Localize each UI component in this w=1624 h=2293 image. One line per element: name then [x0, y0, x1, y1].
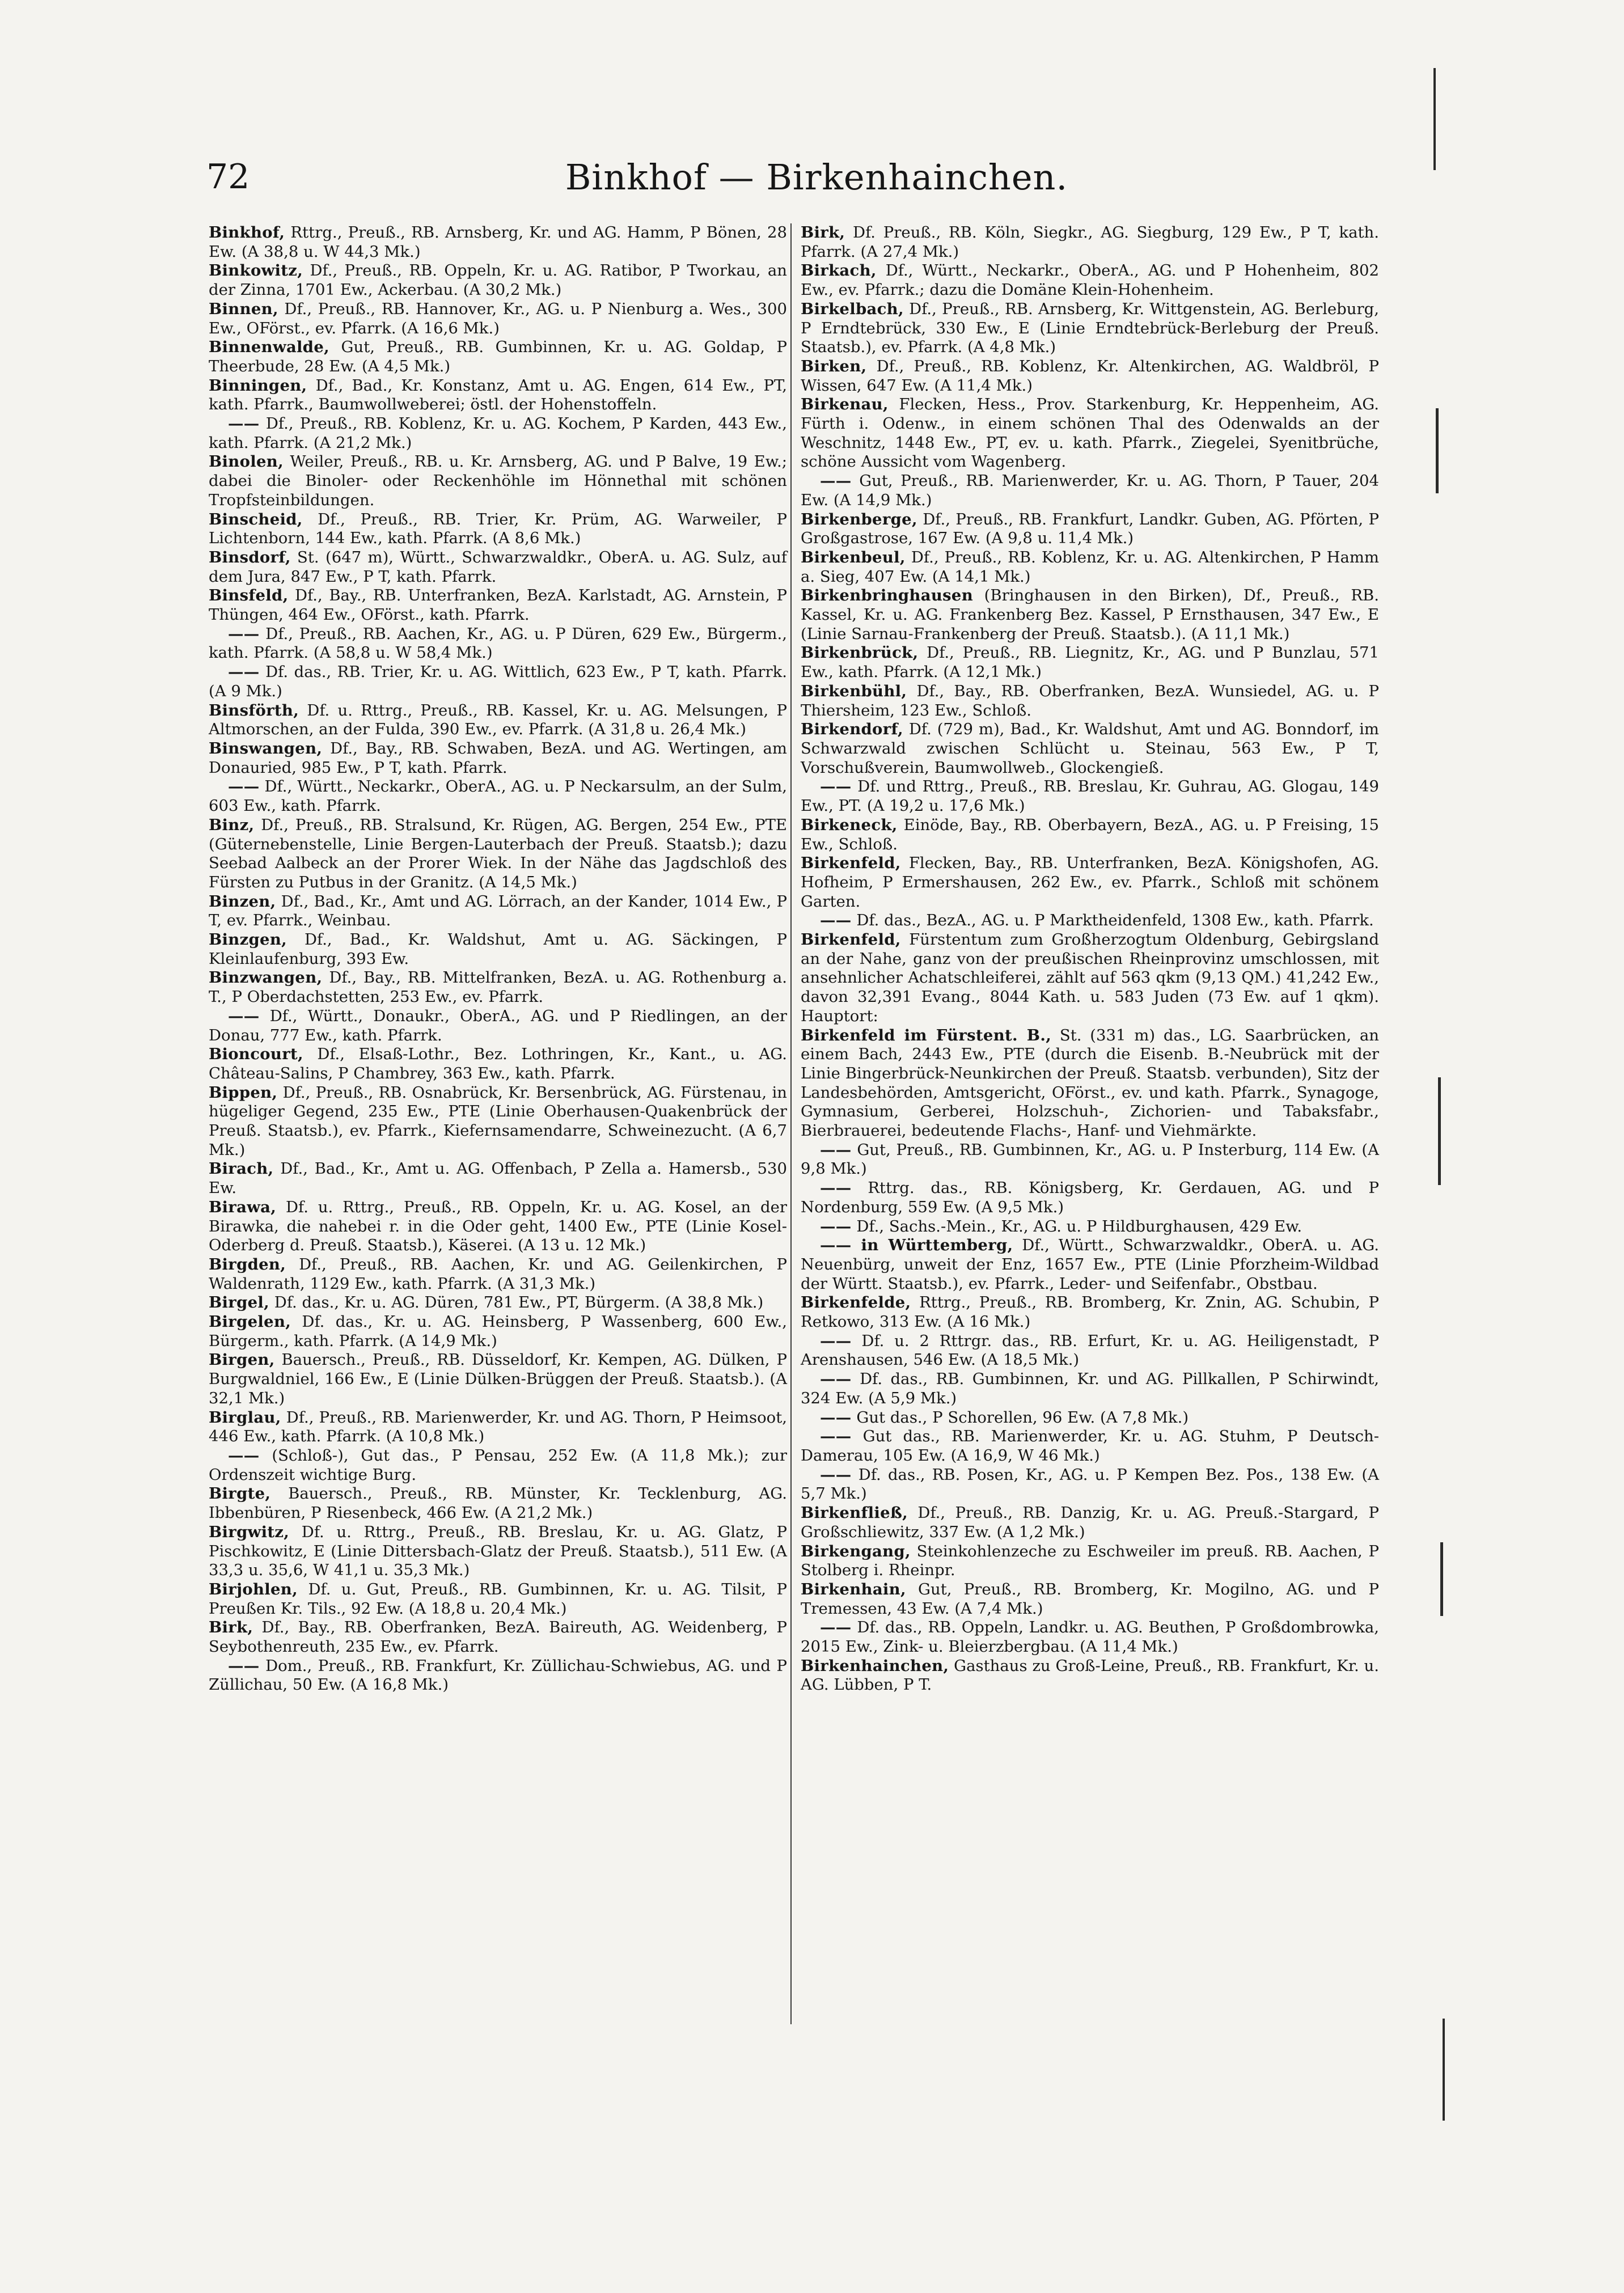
- dictionary-entry: [209, 663, 787, 701]
- dictionary-entry: [801, 586, 1379, 644]
- entry-text: Df., Preuß., RB. Frankfurt, Landkr. Guben, AG. Pförten, P Großgastrose, 167 Ew. (A 9,8 u. 11,4 Mk.): [801, 510, 1379, 548]
- dictionary-entry: [801, 1217, 1379, 1237]
- entry-headword: Birkenbringhausen: [801, 586, 973, 605]
- entry-text: Df., Bay., RB. Unterfranken, BezA. Karlstadt, AG. Arnstein, P Thüngen, 464 Ew., OFörst., kath. Pfarrk.: [209, 586, 787, 624]
- dictionary-entry: [209, 739, 787, 777]
- dictionary-entry: [209, 414, 787, 452]
- entry-headword: Birkeneck,: [801, 815, 898, 834]
- dictionary-entry: [801, 510, 1379, 548]
- dictionary-entry: [209, 510, 787, 548]
- entry-text: Gut, Preuß., RB. Bromberg, Kr. Mogilno, AG. und P Tremessen, 43 Ew. (A 7,4 Mk.): [801, 1580, 1379, 1618]
- entry-text: Df., Bay., RB. Oberfranken, BezA. Wunsiedel, AG. u. P Thiersheim, 123 Ew., Schloß.: [801, 682, 1379, 720]
- dictionary-entry: [801, 223, 1379, 261]
- dictionary-entry: [801, 548, 1379, 586]
- entry-headword: Binnen,: [209, 299, 278, 318]
- entry-headword: Binscheid,: [209, 510, 303, 528]
- entry-headword: Binsfeld,: [209, 586, 289, 605]
- entry-headword: Birkendorf,: [801, 720, 903, 739]
- entry-headword: Binsförth,: [209, 701, 299, 720]
- left-column: [209, 223, 787, 1695]
- entry-text: Df. das., Kr. u. AG. Heinsberg, P Wassenberg, 600 Ew., Bürgerm., kath. Pfarrk. (A 14,9 Mk.): [209, 1313, 787, 1350]
- page-edge-mark: [1443, 2019, 1445, 2121]
- entry-text: Df., Bay., RB. Mittelfranken, BezA. u. AG. Rothenburg a. T., P Oberdachstetten, 253 Ew., ev. Pfarrk.: [209, 968, 787, 1006]
- dictionary-entry: [209, 701, 787, 739]
- entry-text: Flecken, Hess., Prov. Starkenburg, Kr. Heppenheim, AG. Fürth i. Odenw., in einem schönen Thal des Odenwalds an der Weschnitz, 1448 Ew., PT, ev. u. kath. Pfarrk., Ziegelei, Syenitbrüche, schöne Aussicht vom Wagenberg.: [801, 395, 1379, 471]
- dictionary-entry: [801, 816, 1379, 854]
- dictionary-entry: [801, 1427, 1379, 1465]
- entry-headword: Birken,: [801, 357, 867, 375]
- dictionary-entry: [209, 1446, 787, 1484]
- entry-headword: Birkenhain,: [801, 1580, 906, 1598]
- dictionary-entry: [801, 1141, 1379, 1179]
- entry-headword: Birgelen,: [209, 1313, 291, 1331]
- entry-headword: Binningen,: [209, 376, 307, 395]
- entry-headword: —— in Württemberg,: [820, 1236, 1013, 1255]
- dictionary-entry: [801, 1542, 1379, 1580]
- entry-text: Df., Württ., Schwarzwaldkr., OberA. u. AG. Neuenbürg, unweit der Enz, 1657 Ew., PTE (Linie Pforzheim-Wildbad der Württ. Staatsb.), ev. Pfarrk., Leder- und Seifenfabr., Obstbau.: [801, 1236, 1379, 1293]
- entry-text: Df., Preuß., RB. Liegnitz, Kr., AG. und P Bunzlau, 571 Ew., kath. Pfarrk. (A 12,1 Mk.): [801, 644, 1379, 682]
- column-divider: [790, 223, 792, 2024]
- entry-text: Df. u. Gut, Preuß., RB. Gumbinnen, Kr. u. AG. Tilsit, P Preußen Kr. Tils., 92 Ew. (A 18,8 u. 20,4 Mk.): [209, 1580, 787, 1618]
- entry-text: Df., Preuß., RB. Aachen, Kr., AG. u. P Düren, 629 Ew., Bürgerm., kath. Pfarrk. (A 58,8 u. W 58,4 Mk.): [209, 624, 787, 662]
- dictionary-entry: [209, 261, 787, 299]
- entry-headword: Birkach,: [801, 261, 877, 280]
- entry-text: Df., Preuß., RB. Koblenz, Kr. u. AG. Kochem, P Karden, 443 Ew., kath. Pfarrk. (A 21,2 Mk.): [209, 414, 787, 452]
- entry-text: Df., Bad., Kr. Konstanz, Amt u. AG. Engen, 614 Ew., PT, kath. Pfarrk., Baumwollweberei; östl. der Hohenstoffeln.: [209, 376, 787, 414]
- entry-headword: Birkenfelde,: [801, 1293, 911, 1312]
- entry-text: Df. u. Rttrg., Preuß., RB. Kassel, Kr. u. AG. Melsungen, P Altmorschen, an der Fulda, 390 Ew., ev. Pfarrk. (A 31,8 u. 26,4 Mk.): [209, 701, 787, 739]
- entry-text: Einöde, Bay., RB. Oberbayern, BezA., AG. u. P Freising, 15 Ew., Schloß.: [801, 815, 1379, 853]
- entry-headword: ——: [820, 1179, 852, 1198]
- entry-text: Rttrg., Preuß., RB. Bromberg, Kr. Znin, AG. Schubin, P Retkowo, 313 Ew. (A 16 Mk.): [801, 1293, 1379, 1331]
- entry-headword: ——: [820, 1370, 852, 1389]
- entry-headword: ——: [820, 1465, 852, 1484]
- dictionary-entry: [209, 1580, 787, 1618]
- dictionary-entry: [801, 1618, 1379, 1656]
- entry-text: Df., Bad., Kr., Amt u. AG. Offenbach, P Zella a. Hamersb., 530 Ew.: [209, 1160, 787, 1198]
- entry-text: Df. und Rttrg., Preuß., RB. Breslau, Kr. Guhrau, AG. Glogau, 149 Ew., PT. (A 19,2 u. 17,6 Mk.): [801, 777, 1379, 815]
- entry-headword: ——: [228, 624, 260, 643]
- dictionary-entry: [801, 1293, 1379, 1331]
- entry-text: Df., Elsaß-Lothr., Bez. Lothringen, Kr., Kant., u. AG. Château-Salins, P Chambrey, 363 Ew., kath. Pfarrk.: [209, 1045, 787, 1082]
- dictionary-entry: [209, 1408, 787, 1446]
- entry-text: Df., Württ., Donaukr., OberA., AG. und P Riedlingen, an der Donau, 777 Ew., kath. Pfarrk.: [209, 1006, 787, 1044]
- entry-text: Df. das., BezA., AG. u. P Marktheidenfeld, 1308 Ew., kath. Pfarrk.: [851, 911, 1374, 930]
- entry-text: Gasthaus zu Groß-Leine, Preuß., RB. Frankfurt, Kr. u. AG. Lübben, P T.: [801, 1656, 1379, 1694]
- entry-text: Steinkohlenzeche zu Eschweiler im preuß. RB. Aachen, P Stolberg i. Rheinpr.: [801, 1542, 1379, 1580]
- entry-headword: Birjohlen,: [209, 1580, 298, 1598]
- entry-headword: Bioncourt,: [209, 1045, 303, 1064]
- dictionary-entry: [209, 548, 787, 586]
- dictionary-entry: [209, 1255, 787, 1293]
- entry-headword: Birach,: [209, 1160, 274, 1178]
- entry-headword: Birgden,: [209, 1255, 286, 1274]
- dictionary-entry: [209, 338, 787, 376]
- entry-text: Df. u. Rttrg., Preuß., RB. Oppeln, Kr. u. AG. Kosel, an der Birawka, die nahebei r. in die Oder geht, 1400 Ew., PTE (Linie Kosel-Oderberg d. Preuß. Staatsb.), Käserei. (A 13 u. 12 Mk.): [209, 1198, 787, 1255]
- dictionary-entry: [801, 777, 1379, 815]
- entry-headword: Binkowitz,: [209, 261, 303, 280]
- entry-text: Df., Bad., Kr., Amt und AG. Lörrach, an der Kander, 1014 Ew., P T, ev. Pfarrk., Weinbau.: [209, 892, 787, 930]
- entry-text: Gut das., P Schorellen, 96 Ew. (A 7,8 Mk.): [851, 1408, 1189, 1427]
- entry-headword: Birkenbühl,: [801, 682, 907, 700]
- dictionary-entry: [209, 1045, 787, 1083]
- entry-headword: ——: [228, 1006, 260, 1025]
- entry-text: Rttrg., Preuß., RB. Arnsberg, Kr. und AG. Hamm, P Bönen, 28 Ew. (A 38,8 u. W 44,3 Mk.): [209, 223, 787, 261]
- entry-text: Df., Bay., RB. Schwaben, BezA. und AG. Wertingen, am Donauried, 985 Ew., P T, kath. Pfarrk.: [209, 739, 787, 777]
- entry-headword: Birkenberge,: [801, 510, 917, 528]
- dictionary-entry: [801, 395, 1379, 472]
- entry-headword: Binkhof,: [209, 223, 285, 242]
- dictionary-entry: [209, 1293, 787, 1313]
- dictionary-entry: [209, 223, 787, 261]
- entry-headword: ——: [228, 663, 260, 682]
- entry-headword: Birgen,: [209, 1351, 275, 1369]
- entry-headword: Birkenfeld im Fürstent. B.,: [801, 1026, 1052, 1044]
- dictionary-entry: [801, 682, 1379, 720]
- dictionary-entry: [801, 357, 1379, 395]
- entry-headword: Birk,: [209, 1618, 253, 1637]
- entry-text: Df., Preuß., RB. Koblenz, Kr. u. AG. Altenkirchen, P Hamm a. Sieg, 407 Ew. (A 14,1 Mk.): [801, 548, 1379, 586]
- page-edge-mark: [1440, 1542, 1443, 1616]
- dictionary-entry: [209, 625, 787, 663]
- entry-headword: ——: [820, 1408, 852, 1427]
- dictionary-entry: [801, 930, 1379, 1026]
- entry-headword: Binswangen,: [209, 739, 323, 758]
- entry-headword: Birkengang,: [801, 1542, 911, 1560]
- running-head: Binkhof — Birkenhainchen.: [565, 156, 1068, 198]
- entry-text: Rttrg. das., RB. Königsberg, Kr. Gerdauen, AG. und P Nordenburg, 559 Ew. (A 9,5 Mk.): [801, 1179, 1379, 1216]
- page-number: 72: [206, 157, 250, 197]
- page-edge-mark: [1433, 68, 1436, 170]
- dictionary-entry: [801, 1580, 1379, 1618]
- dictionary-entry: [801, 1370, 1379, 1408]
- entry-text: Df., Preuß., RB. Osnabrück, Kr. Bersenbrück, AG. Fürstenau, in hügeliger Gegend, 235 Ew., PTE (Linie Oberhausen-Quakenbrück der Preuß. Staatsb.), ev. Pfarrk., Kiefernsamendarre, Schweinezucht. (A 6,7 Mk.): [209, 1083, 787, 1159]
- entry-text: Df., Bay., RB. Oberfranken, BezA. Baireuth, AG. Weidenberg, P Seybothenreuth, 235 Ew., ev. Pfarrk.: [209, 1618, 787, 1656]
- entry-text: St. (331 m) das., LG. Saarbrücken, an einem Bach, 2443 Ew., PTE (durch die Eisenb. B.-Neubrück mit der Linie Bingerbrück-Neunkirchen der Preuß. Staatsb. verbunden), Sitz der Landesbehörden, Amtsgericht, OFörst., ev. und kath. Pfarrk., Synagoge, Gymnasium, Gerberei, Holzschuh-, Zichorien- und Tabaksfabr., Bierbrauerei, bedeutende Flachs-, Hanf- und Viehmärkte.: [801, 1026, 1379, 1140]
- dictionary-entry: [801, 1332, 1379, 1370]
- entry-text: Df., Preuß., RB. Hannover, Kr., AG. u. P Nienburg a. Wes., 300 Ew., OFörst., ev. Pfarrk. (A 16,6 Mk.): [209, 299, 787, 337]
- dictionary-entry: [209, 968, 787, 1006]
- dictionary-entry: [801, 300, 1379, 357]
- dictionary-entry: [801, 1026, 1379, 1141]
- dictionary-entry: [209, 1198, 787, 1255]
- dictionary-entry: [801, 854, 1379, 911]
- entry-text: Df., Preuß., RB. Oppeln, Kr. u. AG. Ratibor, P Tworkau, an der Zinna, 1701 Ew., Ackerbau. (A 30,2 Mk.): [209, 261, 787, 299]
- entry-headword: Birkenfeld,: [801, 854, 901, 873]
- dictionary-entry: [209, 1313, 787, 1351]
- dictionary-entry: [209, 1484, 787, 1522]
- dictionary-entry: [209, 892, 787, 930]
- entry-text: Gut, Preuß., RB. Gumbinnen, Kr., AG. u. P Insterburg, 114 Ew. (A 9,8 Mk.): [801, 1140, 1379, 1178]
- entry-headword: Birkenbeul,: [801, 548, 906, 566]
- dictionary-entry: [209, 1657, 787, 1695]
- entry-headword: ——: [228, 414, 260, 433]
- entry-headword: Birkenbrück,: [801, 644, 919, 662]
- entry-headword: ——: [820, 1427, 852, 1446]
- dictionary-entry: [801, 911, 1379, 930]
- entry-text: Df., Preuß., RB. Trier, Kr. Prüm, AG. Warweiler, P Lichtenborn, 144 Ew., kath. Pfarrk. (A 8,6 Mk.): [209, 510, 787, 548]
- entry-headword: ——: [228, 1446, 260, 1465]
- entry-headword: Binnenwalde,: [209, 338, 330, 357]
- entry-headword: Binzwangen,: [209, 968, 323, 987]
- page-edge-mark: [1438, 1077, 1441, 1185]
- entry-text: Df. (729 m), Bad., Kr. Waldshut, Amt und AG. Bonndorf, im Schwarzwald zwischen Schlücht u. Steinau, 563 Ew., P T, Vorschußverein, Baumwollweb., Glockengieß.: [801, 720, 1379, 777]
- dictionary-entry: [209, 1007, 787, 1045]
- entry-headword: ——: [820, 1217, 852, 1236]
- dictionary-entry: [209, 376, 787, 414]
- right-column: [801, 223, 1379, 1695]
- entry-text: Gut, Preuß., RB. Gumbinnen, Kr. u. AG. Goldap, P Theerbude, 28 Ew. (A 4,5 Mk.): [209, 338, 787, 375]
- entry-text: Df., Preuß., RB. Aachen, Kr. und AG. Geilenkirchen, P Waldenrath, 1129 Ew., kath. Pfarrk. (A 31,3 Mk.): [209, 1255, 787, 1293]
- dictionary-entry: [801, 1236, 1379, 1293]
- entry-headword: Birawa,: [209, 1198, 277, 1216]
- entry-text: Df., Preuß., RB. Danzig, Kr. u. AG. Preuß.-Stargard, P Großschliewitz, 337 Ew. (A 1,2 Mk.): [801, 1504, 1379, 1541]
- entry-text: (Schloß-), Gut das., P Pensau, 252 Ew. (A 11,8 Mk.); zur Ordenszeit wichtige Burg.: [209, 1446, 787, 1484]
- entry-headword: ——: [820, 1618, 852, 1637]
- entry-text: Df. das., RB. Trier, Kr. u. AG. Wittlich, 623 Ew., P T, kath. Pfarrk. (A 9 Mk.): [209, 663, 787, 700]
- entry-text: Df. u. Rttrg., Preuß., RB. Breslau, Kr. u. AG. Glatz, P Pischkowitz, E (Linie Dittersbach-Glatz der Preuß. Staatsb.), 511 Ew. (A 33,3 u. 35,6, W 41,1 u. 35,3 Mk.): [209, 1522, 787, 1580]
- entry-headword: Birgte,: [209, 1484, 271, 1503]
- entry-text: Df., Bad., Kr. Waldshut, Amt u. AG. Säckingen, P Kleinlaufenburg, 393 Ew.: [209, 930, 787, 968]
- entry-text: Df. das., RB. Posen, Kr., AG. u. P Kempen Bez. Pos., 138 Ew. (A 5,7 Mk.): [801, 1465, 1379, 1503]
- dictionary-entry: [209, 816, 787, 892]
- dictionary-entry: [209, 1618, 787, 1656]
- dictionary-entry: [209, 1523, 787, 1580]
- entry-headword: Birkenau,: [801, 395, 889, 414]
- entry-headword: ——: [820, 777, 852, 796]
- dictionary-entry: [801, 720, 1379, 777]
- entry-headword: Birgwitz,: [209, 1522, 290, 1541]
- entry-headword: ——: [228, 777, 260, 796]
- entry-headword: ——: [820, 1331, 852, 1350]
- entry-text: Fürstentum zum Großherzogtum Oldenburg, Gebirgsland an der Nahe, ganz von der preußischen Rheinprovinz umschlossen, mit ansehnlicher Achatschleiferei, zählt auf 563 qkm (9,13 QM.) 41,242 Ew., davon 32,391 Evang., 8044 Kath. u. 583 Juden (73 Ew. auf 1 qkm). Hauptort:: [801, 930, 1379, 1025]
- dictionary-entry: [209, 586, 787, 624]
- page-edge-mark: [1436, 408, 1439, 493]
- entry-headword: ——: [228, 1656, 260, 1675]
- entry-text: Df., Württ., Neckarkr., OberA., AG. u. P Neckarsulm, an der Sulm, 603 Ew., kath. Pfarrk.: [209, 777, 787, 815]
- dictionary-entry: [209, 1351, 787, 1408]
- entry-text: Weiler, Preuß., RB. u. Kr. Arnsberg, AG. und P Balve, 19 Ew.; dabei die Binoler- oder Reckenhöhle im Hönnethal mit schönen Tropfsteinbildungen.: [209, 452, 787, 509]
- entry-headword: ——: [820, 911, 852, 930]
- entry-text: Df. Preuß., RB. Köln, Siegkr., AG. Siegburg, 129 Ew., P T, kath. Pfarrk. (A 27,4 Mk.): [801, 223, 1379, 261]
- dictionary-entry: [801, 644, 1379, 682]
- entry-text: Bauersch., Preuß., RB. Münster, Kr. Tecklenburg, AG. Ibbenbüren, P Riesenbeck, 466 Ew. (A 21,2 Mk.): [209, 1484, 787, 1522]
- entry-headword: Binz,: [209, 815, 255, 834]
- dictionary-entry: [801, 1504, 1379, 1542]
- entry-text: Df., Preuß., RB. Koblenz, Kr. Altenkirchen, AG. Waldbröl, P Wissen, 647 Ew. (A 11,4 Mk.): [801, 357, 1379, 395]
- dictionary-entry: [209, 777, 787, 815]
- entry-headword: Birgel,: [209, 1293, 270, 1312]
- entry-text: Bauersch., Preuß., RB. Düsseldorf, Kr. Kempen, AG. Dülken, P Burgwaldniel, 166 Ew., E (Linie Dülken-Brüggen der Preuß. Staatsb.). (A 32,1 Mk.): [209, 1351, 787, 1407]
- entry-text: Gut das., RB. Marienwerder, Kr. u. AG. Stuhm, P Deutsch-Damerau, 105 Ew. (A 16,9, W 46 Mk.): [801, 1427, 1379, 1465]
- entry-headword: Birkelbach,: [801, 299, 904, 318]
- entry-text: Flecken, Bay., RB. Unterfranken, BezA. Königshofen, AG. Hofheim, P Ermershausen, 262 Ew., ev. Pfarrk., Schloß mit schönem Garten.: [801, 854, 1379, 911]
- entry-headword: Birkenfließ,: [801, 1504, 908, 1522]
- dictionary-entry: [209, 300, 787, 338]
- dictionary-entry: [801, 1466, 1379, 1504]
- dictionary-entry: [209, 1160, 787, 1198]
- entry-text: Df. das., RB. Gumbinnen, Kr. und AG. Pillkallen, P Schirwindt, 324 Ew. (A 5,9 Mk.): [801, 1370, 1379, 1407]
- entry-headword: Binzen,: [209, 892, 276, 911]
- entry-text: Df. das., RB. Oppeln, Landkr. u. AG. Beuthen, P Großdombrowka, 2015 Ew., Zink- u. Bleierzbergbau. (A 11,4 Mk.): [801, 1618, 1379, 1656]
- entry-headword: Binolen,: [209, 452, 284, 471]
- entry-headword: Binzgen,: [209, 930, 287, 949]
- entry-headword: ——: [820, 1140, 852, 1159]
- dictionary-entry: [801, 261, 1379, 299]
- entry-headword: Birk,: [801, 223, 845, 242]
- entry-headword: Bippen,: [209, 1083, 278, 1102]
- entry-headword: Birglau,: [209, 1408, 281, 1427]
- entry-text: Gut, Preuß., RB. Marienwerder, Kr. u. AG. Thorn, P Tauer, 204 Ew. (A 14,9 Mk.): [801, 472, 1379, 509]
- entry-text: Df., Württ., Neckarkr., OberA., AG. und P Hohenheim, 802 Ew., ev. Pfarrk.; dazu die Domäne Klein-Hohenheim.: [801, 261, 1379, 299]
- dictionary-entry: [801, 1408, 1379, 1428]
- entry-text: Df., Sachs.-Mein., Kr., AG. u. P Hildburghausen, 429 Ew.: [851, 1217, 1302, 1236]
- dictionary-entry: [209, 930, 787, 968]
- entry-text: (Bringhausen in den Birken), Df., Preuß., RB. Kassel, Kr. u. AG. Frankenberg Bez. Kassel, P Ernsthausen, 347 Ew., E (Linie Sarnau-Frankenberg der Preuß. Staatsb.). (A 11,1 Mk.): [801, 586, 1379, 643]
- dictionary-entry: [801, 1179, 1379, 1217]
- entry-text: Df. u. 2 Rttrgr. das., RB. Erfurt, Kr. u. AG. Heiligenstadt, P Arenshausen, 546 Ew. (A 18,5 Mk.): [801, 1331, 1379, 1369]
- entry-text: Df., Preuß., RB. Marienwerder, Kr. und AG. Thorn, P Heimsoot, 446 Ew., kath. Pfarrk. (A 10,8 Mk.): [209, 1408, 787, 1446]
- entry-text: Df., Preuß., RB. Arnsberg, Kr. Wittgenstein, AG. Berleburg, P Erndtebrück, 330 Ew., E (Linie Erndtebrück-Berleburg der Preuß. Staatsb.), ev. Pfarrk. (A 4,8 Mk.): [801, 299, 1379, 357]
- dictionary-entry: [801, 472, 1379, 510]
- entry-text: Dom., Preuß., RB. Frankfurt, Kr. Züllichau-Schwiebus, AG. und P Züllichau, 50 Ew. (A 16,8 Mk.): [209, 1656, 787, 1694]
- entry-text: Df. das., Kr. u. AG. Düren, 781 Ew., PT, Bürgerm. (A 38,8 Mk.): [269, 1293, 764, 1312]
- dictionary-entry: [801, 1657, 1379, 1695]
- dictionary-entry: [209, 1084, 787, 1160]
- entry-text: Df., Preuß., RB. Stralsund, Kr. Rügen, AG. Bergen, 254 Ew., PTE (Güternebenstelle, Linie Bergen-Lauterbach der Preuß. Staatsb.); dazu Seebad Aalbeck an der Prorer Wiek. In der Nähe das Jagdschloß des Fürsten zu Putbus in der Granitz. (A 14,5 Mk.): [209, 815, 787, 891]
- entry-headword: ——: [820, 472, 852, 490]
- entry-headword: Birkenfeld,: [801, 930, 901, 949]
- entry-headword: Binsdorf,: [209, 548, 291, 566]
- entry-text: St. (647 m), Württ., Schwarzwaldkr., OberA. u. AG. Sulz, auf dem Jura, 847 Ew., P T, kath. Pfarrk.: [209, 548, 787, 586]
- dictionary-entry: [209, 452, 787, 510]
- entry-headword: Birkenhainchen,: [801, 1656, 949, 1675]
